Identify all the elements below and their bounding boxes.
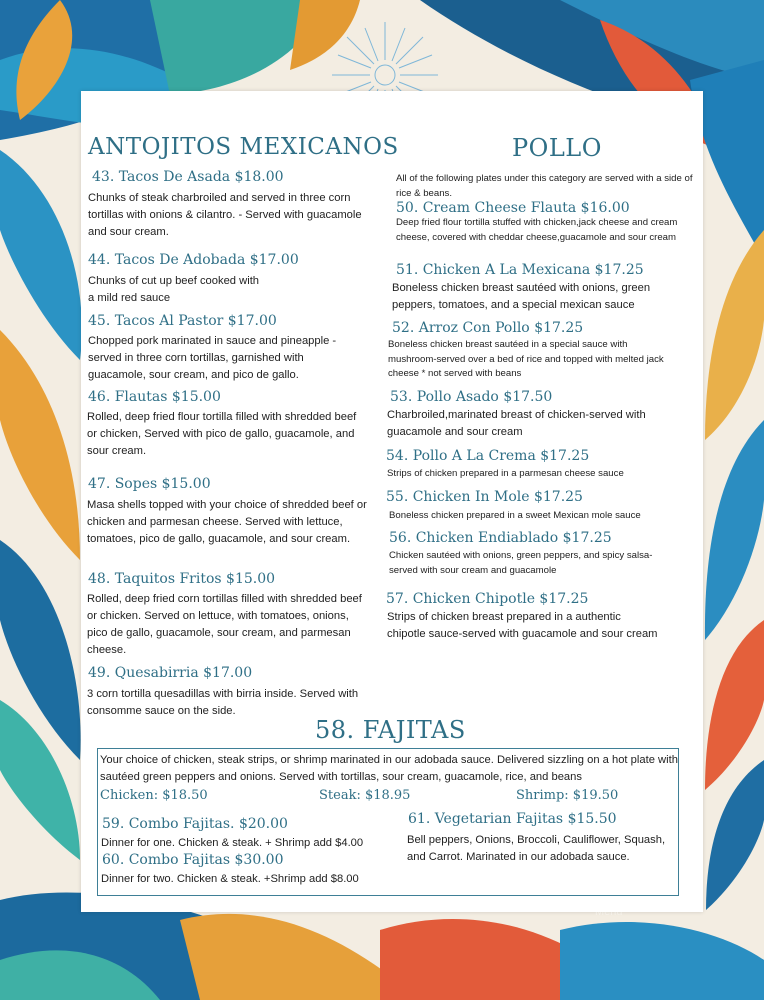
item-48-title: 48. Taquitos Fritos $15.00 — [88, 571, 276, 587]
item-61-desc: Bell peppers, Onions, Broccoli, Cauliflower, Squash, and Carrot. Marinated in our adobada sauce. — [407, 834, 666, 863]
item-51-title: 51. Chicken A La Mexicana $17.25 — [396, 262, 644, 278]
item-47-desc: Masa shells topped with your choice of shredded beef or chicken and parmesan cheese. Served with lettuce, tomatoes, pico de gallo, guacamole, and sour cream. — [87, 499, 367, 545]
item-57-desc: Strips of chicken breast prepared in a authentic chipotle sauce-served with guacamole and sour cream — [387, 611, 658, 640]
item-52-desc: Boneless chicken breast sautéed in a special sauce with mushroom-served over a bed of rice and topped with melted jack cheese * not served with beans — [388, 339, 664, 379]
item-48-desc: Rolled, deep fried corn tortillas filled with shredded beef or chicken. Served on lettuce, with tomatoes, onions, pico de gallo, guacamole, sour cream, and parmesan cheese. — [87, 593, 362, 656]
item-50-title: 50. Cream Cheese Flauta $16.00 — [396, 200, 630, 216]
item-47-title: 47. Sopes $15.00 — [88, 476, 211, 492]
item-57-title: 57. Chicken Chipotle $17.25 — [386, 591, 589, 607]
item-56-title: 56. Chicken Endiablado $17.25 — [389, 530, 612, 546]
fajitas-steak-price: Steak: $18.95 — [319, 788, 411, 803]
pollo-heading: POLLO — [512, 134, 602, 162]
item-60-desc: Dinner for two. Chicken & steak. +Shrimp add $8.00 — [101, 873, 359, 885]
item-49-desc: 3 corn tortilla quesadillas with birria inside. Served with consomme sauce on the side. — [87, 688, 359, 717]
item-59-desc: Dinner for one. Chicken & steak. + Shrimp add $4.00 — [101, 837, 364, 849]
item-53-desc: Charbroiled,marinated breast of chicken-served with guacamole and sour cream — [387, 409, 646, 438]
item-52-title: 52. Arroz Con Pollo $17.25 — [392, 320, 584, 336]
item-60-title: 60. Combo Fajitas $30.00 — [102, 852, 284, 868]
item-51-desc: Boneless chicken breast sautéed with onions, green peppers, tomatoes, and a special mexican sauce — [392, 282, 651, 311]
item-54-desc: Strips of chicken prepared in a parmesan cheese sauce — [387, 468, 624, 479]
item-55-desc: Boneless chicken prepared in a sweet Mexican mole sauce — [389, 510, 641, 521]
pollo-intro: All of the following plates under this category are served with a side of rice & beans. — [396, 173, 693, 199]
fajitas-shrimp-price: Shrimp: $19.50 — [516, 788, 619, 803]
item-53-title: 53. Pollo Asado $17.50 — [390, 389, 553, 405]
item-56-desc: Chicken sautéed with onions, green peppers, and spicy salsa-served with sour cream and guacamole — [389, 550, 653, 576]
item-59-title: 59. Combo Fajitas. $20.00 — [102, 816, 288, 832]
item-43-title: 43. Tacos De Asada $18.00 — [92, 169, 284, 185]
item-44-desc: Chunks of cut up beef cooked with a mild red sauce — [88, 275, 260, 304]
item-54-title: 54. Pollo A La Crema $17.25 — [386, 448, 590, 464]
antojitos-heading: ANTOJITOS MEXICANOS — [88, 134, 399, 160]
item-55-title: 55. Chicken In Mole $17.25 — [386, 489, 583, 505]
item-43-desc: Chunks of steak charbroiled and served in three corn tortillas with onions & cilantro. - Served with guacamole and sour cream. — [88, 192, 362, 238]
fajitas-desc: Your choice of chicken, steak strips, or shrimp marinated in our adobada sauce. Delivered sizzling on a hot plate with sautéed green peppers and onions. Served with tortillas, sour cream, guacamole, rice, and beans — [100, 754, 678, 783]
item-45-desc: Chopped pork marinated in sauce and pineapple - served in three corn tortillas, garnished with guacamole, sour cream, and pico de gallo. — [88, 335, 337, 381]
item-61-title: 61. Vegetarian Fajitas $15.50 — [408, 811, 617, 827]
item-46-desc: Rolled, deep fried flour tortilla filled with shredded beef or chicken, Served with pico de gallo, guacamole, and sour cream. — [87, 411, 357, 457]
item-45-title: 45. Tacos Al Pastor $17.00 — [88, 313, 277, 329]
item-44-title: 44. Tacos De Adobada $17.00 — [88, 252, 299, 268]
fajitas-chicken-price: Chicken: $18.50 — [100, 788, 208, 803]
watermark: Menu — [595, 906, 623, 918]
item-46-title: 46. Flautas $15.00 — [88, 389, 221, 405]
item-50-desc: Deep fried flour tortilla stuffed with chicken,jack cheese and cream cheese, covered with cheddar cheese,guacamole and sour cream — [396, 217, 678, 243]
item-49-title: 49. Quesabirria $17.00 — [88, 665, 253, 681]
fajitas-heading: 58. FAJITAS — [315, 716, 466, 744]
